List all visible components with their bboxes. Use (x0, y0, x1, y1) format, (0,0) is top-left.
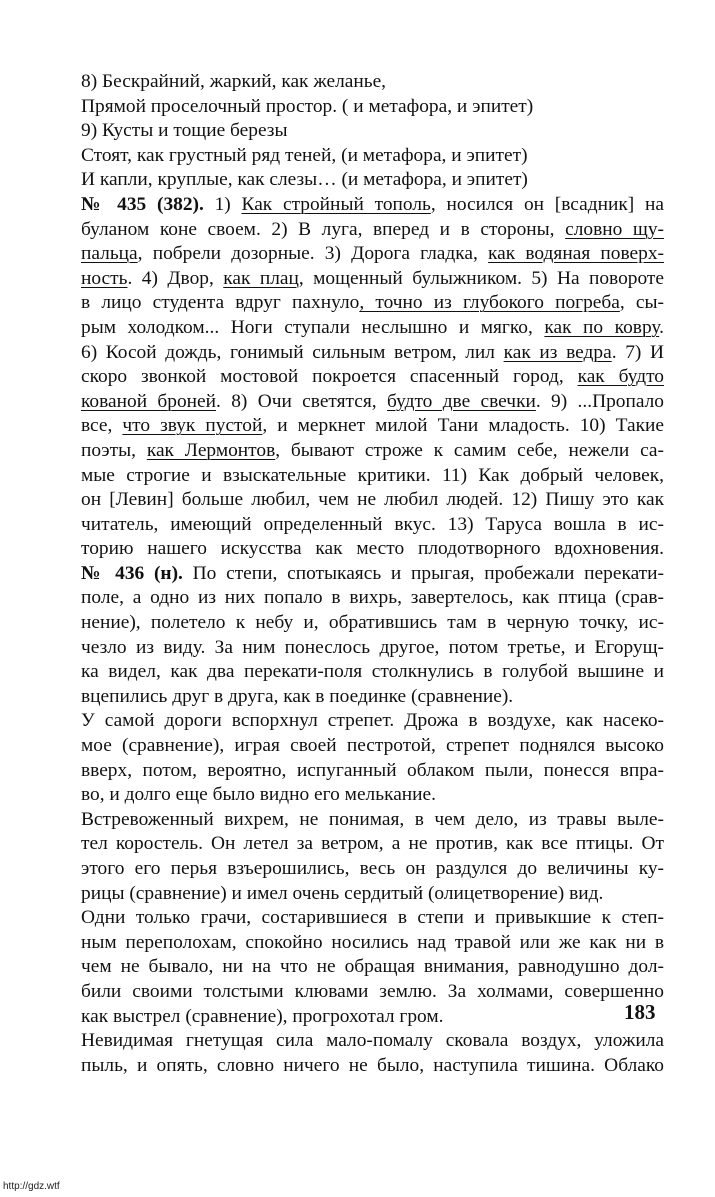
text-line: пыль, и опять, словно ничего не было, наступила тишина. Облако (81, 1054, 664, 1076)
text-line: чезло из виду. За ним понеслось другое, потом третье, и Егорущ- (81, 636, 664, 658)
text-line: рицы (сравнение) и имел очень сердитый (олицетворение) вид. (81, 882, 604, 904)
underlined-comparison: будто две свечки (386, 390, 536, 412)
text-line: пальца, побрели дозорные. 3) Дорога гладка, как водяная поверх- (81, 243, 664, 265)
underlined-comparison: пальца (81, 243, 138, 265)
text-line: все, что звук пустой, и меркнет милой Тани младость. 10) Такие (81, 415, 664, 437)
underlined-comparison: как плац (223, 267, 299, 289)
text-line: тел коростель. Он летел за ветром, а не против, как все птицы. От (81, 833, 664, 855)
text-line: Одни только грачи, состарившиеся в степи и привыкшие к степ- (81, 907, 664, 929)
text-line: 9) Кусты и тощие березы (81, 120, 288, 142)
text-line: в лицо студента вдруг пахнуло, точно из глубокого погреба, сы- (81, 292, 664, 314)
text-line: рым холодком... Ноги ступали неслышно и мягко, как по ковру. (81, 316, 664, 338)
underlined-comparison: как по ковру (544, 316, 660, 338)
text-line: били своими толстыми клювами землю. За холмами, совершенно (81, 980, 664, 1002)
text-line: У самой дороги вспорхнул стрепет. Дрожа в воздухе, как насеко- (81, 710, 664, 732)
text-line: как выстрел (сравнение), прогрохотал гром. (81, 1005, 444, 1027)
underlined-comparison: как Лермонтов (146, 439, 276, 461)
underlined-comparison: ность (81, 267, 128, 289)
underlined-comparison: что звук пустой (122, 415, 263, 437)
text-line: 6) Косой дождь, гонимый сильным ветром, лил как из ведра. 7) И (81, 341, 664, 363)
text-line: торию нашего искусства как место плодотворного вдохновения. (81, 538, 664, 560)
text-line: читатель, имеющий определенный вкус. 13) Таруса вошла в ис- (81, 513, 664, 535)
text-line: скоро звонкой мостовой покроется спасенный город, как будто (81, 366, 664, 388)
underlined-comparison: Как стройный тополь (241, 193, 431, 215)
text-line: 8) Бескрайний, жаркий, как желанье, (81, 71, 387, 92)
text-line: чем не бывало, ни на что не обращая внимания, равнодушно дол- (81, 956, 664, 978)
text-line: этого его перья взъерошились, весь он раздулся до величины ку- (81, 858, 664, 879)
text-line: ным переполохам, спокойно носились над травой или же как ни в (81, 931, 664, 953)
page-number: 183 (624, 1000, 656, 1024)
text-line: ность. 4) Двор, как плац, мощенный булыжником. 5) На повороте (81, 267, 664, 289)
task-number: № 436 (н). (81, 562, 183, 584)
page-text (81, 70, 664, 1078)
text-line: Прямой проселочный простор. ( и метафора, и эпитет) (81, 95, 534, 117)
text-line: Стоят, как грустный ряд теней, (и метафора, и эпитет) (81, 144, 528, 166)
text-line: он [Левин] больше любил, чем не любил людей. 12) Пишу это как (81, 489, 664, 511)
text-line: Встревоженный вихрем, не понимая, в чем дело, из травы выле- (81, 808, 664, 830)
underlined-comparison: словно щу- (565, 218, 664, 240)
text-line: поле, а одно из них попало в вихрь, завертелось, как птица (срав- (81, 587, 664, 609)
text-line: вцепились друг в друга, как в поединке (сравнение). (81, 685, 514, 707)
text-line: мое (сравнение), играя своей пестротой, стрепет поднялся высоко (81, 735, 664, 757)
underlined-comparison: кованой броней (81, 390, 217, 412)
text-line: нение), полетело к небу и, обратившись там в черную точку, ис- (81, 612, 664, 634)
underlined-comparison: как будто (577, 366, 664, 388)
text-line: мые строгие и взыскательные критики. 11) Как добрый человек, (81, 464, 664, 486)
underlined-comparison: как водяная поверх- (488, 243, 664, 265)
text-line: буланом коне своем. 2) В луга, вперед и в стороны, словно щу- (81, 218, 664, 240)
text-line: Невидимая гнетущая сила мало-помалу сковала воздух, уложила (81, 1030, 664, 1052)
underlined-comparison: как из ведра (503, 341, 612, 363)
underlined-comparison: , точно из глубокого погреба (359, 292, 620, 314)
text-line: № 436 (н). По степи, спотыкаясь и прыгая, пробежали перекати- (81, 562, 664, 584)
text-line: поэты, как Лермонтов, бывают строже к самим себе, нежели са- (81, 439, 664, 461)
text-line: ка видел, как два перекати-поля столкнулись в голубой вышине и (81, 661, 664, 683)
text-line: И капли, круплые, как слезы… (и метафора, и эпитет) (81, 169, 528, 191)
text-line: кованой броней. 8) Очи светятся, будто две свечки. 9) ...Пропало (81, 390, 664, 412)
text-line: вверх, потом, вероятно, испуганный облаком пыли, понесся впра- (81, 759, 664, 781)
text-line: № 435 (382). 1) Как стройный тополь, носился он [всадник] на (81, 193, 664, 215)
text-line: во, и долго еще было видно его мелькание. (81, 784, 437, 806)
watermark-link[interactable]: http://gdz.wtf (3, 1181, 60, 1192)
task-number: № 435 (382). (81, 193, 204, 215)
